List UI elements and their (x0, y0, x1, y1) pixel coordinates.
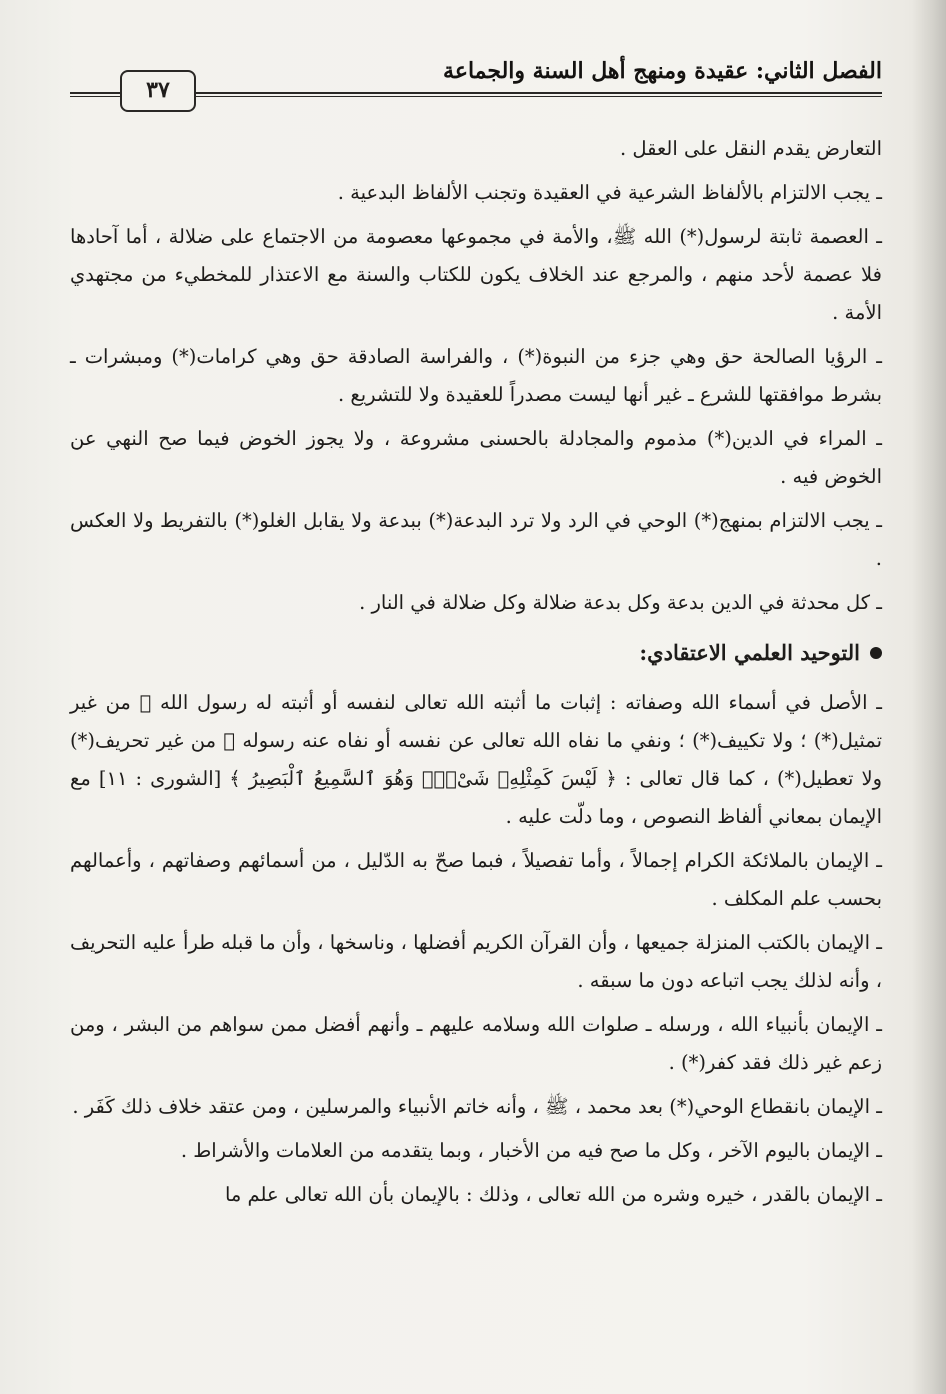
paragraph: ـ الإيمان بالملائكة الكرام إجمالاً ، وأما تفصيلاً ، فبما صحّ به الدّليل ، من أسمائهم وصفاتهم ، وأعمالهم بحسب علم المكلف . (70, 849, 882, 910)
section-heading (70, 634, 882, 672)
page-edge-shadow (912, 0, 946, 1394)
paragraph: ـ الأصل في أسماء الله وصفاته : إثبات ما أثبته الله تعالى لنفسه أو أثبته له رسول الله ﷺ من غير تمثيل(*) ؛ ولا تكييف(*) ؛ ونفي ما نفاه الله تعالى عن نفسه أو نفاه عنه رسوله ﷺ من غير تحريف(*) ولا تعطيل(*) ، كما قال تعالى : ﴿ لَيْسَ كَمِثْلِهِۦ شَىْءٌۖ وَهُوَ ٱلسَّمِيعُ ٱلْبَصِيرُ ﴾ [الشورى : ١١] مع الإيمان بمعاني ألفاظ النصوص ، وما دلّت عليه . (70, 691, 882, 828)
paragraph: ـ الإيمان بانقطاع الوحي(*) بعد محمد ، ﷺ ، وأنه خاتم الأنبياء والمرسلين ، ومن عتقد خلاف ذلك كَفَر . (72, 1095, 882, 1118)
chapter-title: الفصل الثاني: عقيدة ومنهج أهل السنة والجماعة (443, 58, 882, 84)
paragraph: ـ المراء في الدين(*) مذموم والمجادلة بالحسنى مشروعة ، ولا يجوز الخوض فيما صح النهي عن الخوض فيه . (70, 427, 882, 488)
paragraph: ـ كل محدثة في الدين بدعة وكل بدعة ضلالة وكل ضلالة في النار . (359, 591, 882, 614)
paragraph: التعارض يقدم النقل على العقل . (620, 137, 882, 160)
bullet-icon (870, 647, 882, 659)
page-body (70, 130, 882, 1220)
paragraph: ـ يجب الالتزام بمنهج(*) الوحي في الرد ولا ترد البدعة(*) ببدعة ولا يقابل الغلو(*) بالتفريط ولا العكس . (70, 509, 882, 570)
paragraph: ـ الإيمان بالقدر ، خيره وشره من الله تعالى ، وذلك : بالإيمان بأن الله تعالى علم ما (224, 1183, 882, 1206)
page-number: ٣٧ (120, 70, 196, 112)
page-header (70, 54, 882, 114)
paragraph: ـ العصمة ثابتة لرسول(*) الله ﷺ، والأمة في مجموعها معصومة من الاجتماع على ضلالة ، أما آحادها فلا عصمة لأحد منهم ، والمرجع عند الخلاف يكون للكتاب والسنة مع الاعتذار للمخطيء من مجتهدي الأمة . (70, 225, 882, 324)
paragraph: ـ الإيمان بأنبياء الله ، ورسله ـ صلوات الله وسلامه عليهم ـ وأنهم أفضل ممن سواهم من البشر ، ومن زعم غير ذلك فقد كفر(*) . (70, 1013, 882, 1074)
paragraph: ـ الرؤيا الصالحة حق وهي جزء من النبوة(*) ، والفراسة الصادقة حق وهي كرامات(*) ومبشرات ـ بشرط موافقتها للشرع ـ غير أنها ليست مصدراً للعقيدة ولا للتشريع . (70, 345, 882, 406)
section-heading-text: التوحيد العلمي الاعتقادي: (639, 640, 860, 665)
paragraph: ـ الإيمان باليوم الآخر ، وكل ما صح فيه من الأخبار ، وبما يتقدمه من العلامات والأشراط . (180, 1139, 882, 1162)
paragraph: ـ الإيمان بالكتب المنزلة جميعها ، وأن القرآن الكريم أفضلها ، وناسخها ، وأن ما قبله طرأ عليه التحريف ، وأنه لذلك يجب اتباعه دون ما سبقه . (70, 931, 882, 992)
paragraph: ـ يجب الالتزام بالألفاظ الشرعية في العقيدة وتجنب الألفاظ البدعية . (337, 181, 882, 204)
